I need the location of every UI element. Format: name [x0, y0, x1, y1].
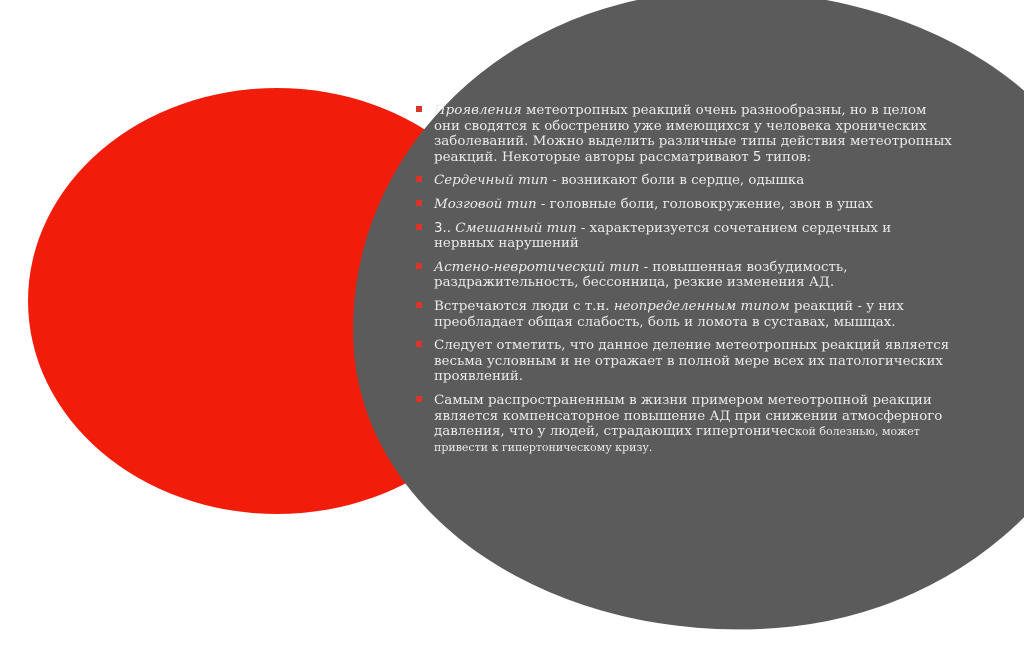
bullet-square-icon: [416, 106, 422, 112]
bullet-square-icon: [416, 396, 422, 402]
item-text: - повышенная возбудимость, раздражительность, бессонница, резкие изменения АД.: [434, 259, 848, 291]
list-item: [412, 103, 952, 165]
item-emphasis: неопределенным типом: [613, 298, 790, 314]
item-text: - головные боли, головокружение, звон в ушах: [536, 196, 873, 212]
item-text: Следует отметить, что данное деление метеотропных реакций является весьма условным и не отражает в полной мере всех их патологических проявлений.: [434, 338, 950, 385]
item-emphasis: Сердечный тип: [434, 173, 549, 189]
bullet-square-icon: [416, 302, 422, 308]
list-item: [412, 260, 952, 291]
item-text: - характеризуется сочетанием сердечных и нервных нарушений: [434, 220, 892, 252]
list-item: [412, 393, 952, 455]
item-emphasis: Астено-невротический тип: [434, 259, 640, 275]
item-emphasis: Мозговой тип: [434, 196, 537, 212]
item-pre: Встречаются люди с т.н.: [434, 298, 614, 314]
bullet-square-icon: [416, 200, 422, 206]
item-small-text: кой болезнью, может привести к гипертоническому кризу.: [434, 425, 920, 454]
bullet-square-icon: [416, 224, 422, 230]
list-item: [412, 197, 952, 213]
item-number: 5: [752, 149, 762, 165]
item-tail: типов:: [761, 149, 812, 165]
item-text: Самым распространенным в жизни примером метеотропной реакции является компенсаторное повышение АД при снижении атмосферного давления, что у людей, страдающих гипертоничес: [434, 392, 943, 440]
bullet-square-icon: [416, 263, 422, 269]
item-emphasis: Проявления: [434, 103, 522, 118]
bullet-square-icon: [416, 341, 422, 347]
item-text: - возникают боли в сердце, одышка: [548, 173, 805, 189]
item-text: реакций - у них преобладает общая слабость, боль и ломота в суставах, мышцах.: [434, 298, 904, 330]
list-item: [412, 221, 952, 252]
item-prefix: 3.: [434, 220, 447, 236]
list-item: [412, 173, 952, 189]
item-emphasis: . Смешанный тип: [446, 220, 577, 236]
item-text: метеотропных реакций очень разнообразны, но в целом они сводятся к обострению уже имеющихся у человека хронических заболеваний. Можно выделить различные типы действия метеотропных реакций. Некоторые авторы рассматривают: [434, 103, 952, 165]
bullet-square-icon: [416, 176, 422, 182]
list-item: [412, 299, 952, 330]
bullet-list: [412, 103, 952, 463]
list-item: [412, 338, 952, 385]
